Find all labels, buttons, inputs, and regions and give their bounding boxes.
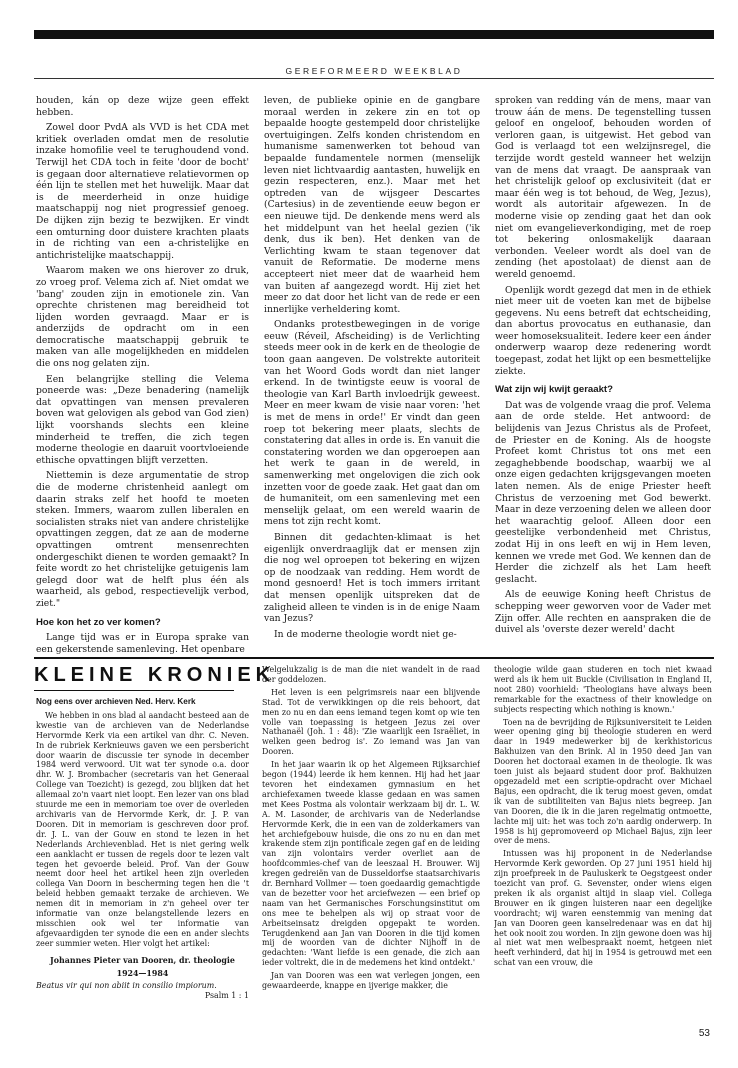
paragraph: Jan van Dooren was een wat verlegen jongen, een gewaardeerde, knappe en ijverige makker, die [262,971,480,991]
paragraph: Binnen dit gedachten-klimaat is het eigenlijk onverdraaglijk dat er mensen zijn die nog wel oproepen tot bekering en wijzen op de noodzaak van redding. Hem wordt de mond gesnoerd! Het is toch immers irritant dat mensen openlijk uitspreken dat de zaligheid alleen te vinden is in de enige Naam van Jezus? [264,531,480,625]
paragraph: We hebben in ons blad al aandacht besteed aan de kwestie van de archieven van de Nederlandse Hervormde Kerk via een artikel van dhr. C. Neven. In de rubriek Kerknieuws gaven we een persbericht door waarin de discussie ter synode in december 1984 werd verwoord. Uit wat ter synode o.a. door dhr. W. J. Brombacher (secretaris van het Generaal College van Toezicht) is gezegd, zou blijken dat het allemaal zo'n vaart niet loopt. Een lezer van ons blad stuurde me een in memoriam toe over de overleden archivaris van de Hervormde Kerk, dr. J. P. van Dooren. Dit in memoriam is geschreven door prof. dr. J. L. van der Gouw en stond te lezen in het Nederlands Archievenblad. Het is niet gering welk een aanklacht er tussen de regels door te lezen valt tegen het gevoerde beleid. Prof. Van der Gouw neemt door heel het artikel heen zijn overleden collega Van Doorn in bescherming tegen hen die 't beleid hebben gemaakt terzake de archieven. We nemen dit in memoriam in z'n geheel over ter informatie van onze belangstellende lezers en misschien ook wel ter informatie van afgevaardigden ter synode die een en ander slechts zeer summier weten. Hier volgt het artikel: [36,710,249,948]
paragraph: Als de eeuwige Koning heeft Christus de schepping weer geworven voor de Vader met Zijn offer. Alle rechten en aanspraken die de duivel als 'overste dezer wereld' dacht [495,589,711,636]
paragraph: Het leven is een pelgrimsreis naar een blijvende Stad. Tot de verwikkingen op die reis behoort, dat men zo nu en dan eens iemand tegen komt op wie ten volle van toepassing is hetgeen Jezus zei over Nathanaël (Joh. 1 : 48): 'Zie waarlijk een Israëliet, in welken geen bedrog is'. Zo iemand was Jan van Dooren. [262,687,480,757]
kroniek-title-rule [34,690,234,691]
paragraph: In de moderne theologie wordt niet ge- [274,628,457,640]
paragraph: Een belangrijke stelling die Velema poneerde was: „Deze benadering (namelijk dat opvattingen van mensen prevaleren boven wat gelovigen als gebod van God zien) lijkt voorshands slechts een kleine minderheid te treffen, die zich tegen moderne theologie en daaruit voortvloeiende ethische opvattingen blijft verzetten. [36,373,249,466]
paragraph: Ondanks protestbewegingen in de vorige eeuw (Réveil, Afscheiding) is de Verlichting steeds meer ook in de kerk en de theologie de toon gaan aangeven. De volstrekte autoriteit van het Woord Gods wordt dan niet langer erkend. In de twintigste eeuw is vooral de theologie van Karl Barth invloedrijk geweest. Meer en meer kwam de visie naar voren: 'het is met de mens in orde!' Er vindt dan geen roep tot bekering meer plaats, slechts de constatering dat alles in orde is. En vanuit die constatering worden we dan opgeroepen aan het werk te gaan in de wereld, in samenwerking met ongelovigen die zich ook inzetten voor de goede zaak. Het gaat dan om de humaniteit, om een samenleving met een menselijk gelaat, om een wereld waarin de mens tot zijn recht komt. [264,319,480,528]
paragraph: Dat was de volgende vraag die prof. Velema aan de orde stelde. Het antwoord: de belijdenis van Jezus Christus als de Profeet, de Priester en de Koning. Als de hoogste Profeet komt Christus tot ons met een zegaghebbende boodschap, waarbij we al onze eigen gedachten krijgsgevangen moeten laten nemen. Als de enige Priester heeft Christus de verzoening met God bewerkt. Maar in deze verzoening delen we alleen door het waarachtig geloof. Alleen door een geestelijke verbondenheid met Christus, zodat Hij in ons leeft en wij in Hem leven, kennen we vrede met God. We kennen dan de Herder die zichzelf als het Lam heeft geslacht. [495,399,711,585]
paragraph: In het jaar waarin ik op het Algemeen Rijksarchief begon (1944) leerde ik hem kennen. Hij had het jaar tevoren het eindexamen gymnasium en het archiefexamen tweede klasse gedaan en was samen met Kees Postma als volontair werkzaam bij dr. L. W. A. M. Lasonder, de archivaris van de Nederlandse Hervormde Kerk, die in een van de zolderkamers van het archiefgebouw huisde, die ons zo nu en dan met krakende stem zijn pontificale zegen gaf en de leiding van zijn volontairs verder overliet aan de hoofdcommies-chef van de leeszaal H. Brouwer. Wij kregen gedreiën van de Dusseldorfse staatsarchivaris dr. Bernhard Vollmer — toen goedaardig gemachtigde van de bezetter voor het arciefwezen — een brief op naam van het Germanisches Forschungsinstitut om ons mee te behelpen als wij op straat voor de Arbeitseinsatz dreigden opgepakt te worden. Terugdenkend aan Jan van Dooren in die tijd komen mij de woorden van de dichter Nijhoff in de gedachten: 'Want liefde is een genade, die zich aan ieder voltrekt, die in de medemens het kind ontdekt.' [262,760,480,968]
top-black-bar [34,30,714,39]
paragraph: theologie wilde gaan studeren en toch niet kwaad werd als ik hem uit Buckle (Civilisation in England II, noot 280) voorhield: 'Theologians have always been remarkable for the exactness of their knowledge on subjects respecting which nothing is known.' [494,665,712,714]
header-rule [34,78,714,79]
latin-motto: Beatus vir qui non abiit in consilio impiorum. [36,981,217,991]
paragraph: Waarom maken we ons hierover zo druk, zo vroeg prof. Velema zich af. Niet omdat we 'bang' zouden zijn in emotionele zin. Van oprechte christenen mag bereidheid tot lijden worden gevraagd. Maar er is anderzijds de opdracht om in een democratische maatschappij gebruik te maken van alle mogelijkheden en middelen die ons nog gelaten zijn. [36,265,249,370]
article-column-2 [264,95,480,655]
psalm-reference: Psalm 1 : 1 [204,991,249,1001]
kroniek-column-1 [36,697,249,1027]
kroniek-column-2 [262,665,480,1027]
paragraph: Welgelukzalig is de man die niet wandelt in de raad der goddelozen. [262,665,480,684]
section-separator [34,657,714,659]
obituary-name: Johannes Pieter van Dooren, dr. theologie [50,955,235,965]
paragraph: Intussen was hij proponent in de Nederlandse Hervormde Kerk geworden. Op 27 juni 1951 hield hij zijn proefpreek in de Pauluskerk te Oegstgeest onder toezicht van prof. G. Sevenster, onder wiens eigen preken ik als organist altijd in slaap viel. Collega Brouwer en ik gingen luisteren naar een degelijke voordracht; wij waren eenstemmig van mening dat Jan van Dooren geen kanselredenaar was en dat hij het ook nooit zou worden. In zijn gewone doen was hij al niet wat men welbespraakt noemt, hetgeen niet heeft verhinderd, dat hij in 1954 is getrouwd met een schat van een vrouw, die [494,849,712,968]
kroniek-column-3 [494,665,712,1027]
paragraph: houden, kán op deze wijze geen effekt hebben. [36,95,249,118]
obituary-years: 1924—1984 [116,968,169,978]
paragraph: Toen na de bevrijding de Rijksuniversiteit te Leiden weer opening ging bij theologie studeren en werd daar in 1949 medewerker bij de kerkhistoricus Bakhuizen van den Brink. Al in 1950 deed Jan van Dooren het doctoraal examen in de theologie. Ik was toen juist als bejaard student door prof. Bakhuizen opgezadeld met een scriptie-opdracht over Michael Bajus, een opdracht, die ik terug moest geven, omdat ik van de subtiliteiten van Bajus niets begreep. Jan van Dooren, die ik in die jaren regelmatig ontmoette, lachte mij uit: het was toch zo'n aardig onderwerp. In 1958 is hij gepromoveerd op Michael Bajus, zijn leer over de mens. [494,717,712,846]
page-number: 53 [698,1028,710,1039]
paragraph: sproken van redding ván de mens, maar van trouw áán de mens. De tegenstelling tussen geloof en ongeloof, behouden worden of verloren gaan, is uitgewist. Het gebod van God is verlaagd tot een welzijnsregel, die terzijde wordt gesteld wanneer het welzijn van de mens dat vraagt. De aanspraak van het christelijk geloof op exclusiviteit (dat er maar één weg is tot behoud, de Weg, Jezus), wordt als autoritair afgewezen. In de moderne visie op zending gaat het dan ook niet om evangelieverkondiging, met de roep tot bekering onlosmakelijk daaraan verbonden. Veeleer wordt als doel van de zending (het apostolaat) de dienst aan de wereld genoemd. [495,95,711,280]
article-column-3 [495,95,711,655]
paragraph: leven, de publieke opinie en de gangbare moraal werden in zekere zin en tot op bepaalde hoogte gestempeld door christelijke overtuigingen. Zelfs konden christendom en humanisme samenwerken tot behoud van bepaalde fundamentele normen (menselijk leven niet lichtvaardig aantasten, huwelijk en gezin respecteren, enz.). Maar met het optreden van de wijsgeer Descartes (Cartesius) in de zeventiende eeuw begon er een nieuwe tijd. De denkende mens werd als het middelpunt van het heelal gezien ('ik denk, dus ik ben). Het denken van de Verlichting kwam te staan tegenover dat vanuit de Reformatie. De moderne mens accepteert niet meer dat de waarheid hem van buiten af aangezegd wordt. Hij ziet het meer zo dat door het licht van de rede er een innerlijke verheldering komt. [264,95,480,315]
paragraph: Lange tijd was er in Europa sprake van een gekerstende samenleving. Het openbare [36,632,249,655]
paragraph: Niettemin is deze argumentatie de strop die de moderne christenheid aanlegt om daarin straks zelf het hoofd te moeten steken. Immers, waarom zullen liberalen en socialisten straks niet van andere christelijke opvattingen zeggen, dat ze aan de moderne opvattingen omtrent mensenrechten ondergeschikt dienen te worden gemaakt? In feite wordt zo het christelijke getuigenis lam gelegd door wat de helft plus één als waarheid, als gebod, respectievelijk verbod, ziet." [36,470,249,609]
section-heading: Wat zijn wij kwijt geraakt? [495,384,613,396]
kroniek-title: KLEINE KRONIEK [34,664,276,686]
paragraph: Openlijk wordt gezegd dat men in de ethiek niet meer uit de voeten kan met de bijbelse gegevens. Nu eens betreft dat echtscheiding, dan abortus provocatus en euthanasie, dan weer homoseksualiteit. Iedere keer een ánder onderwerp waarop deze redenering wordt toegepast, zodat het lijkt op een besmettelijke ziekte. [495,284,711,377]
kroniek-subheading: Nog eens over archieven Ned. Herv. Kerk [36,697,196,706]
section-heading: Hoe kon het zo ver komen? [36,616,161,628]
paragraph: Zowel door PvdA als VVD is het CDA met kritiek overladen omdat men de resolutie inzake homofilie veel te terughoudend vond. Terwijl het CDA toch in feite 'door de bocht' is gegaan door alternatieve relatievormen op één lijn te stellen met het huwelijk. Maar dat is de meerderheid in onze huidige maatschappij nog niet progressief genoeg. De dijken zijn bezig te bezwijken. Er vindt een omturning door duistere krachten plaats in de richting van een a-christelijke en antichristelijke maatschappij. [36,122,249,261]
running-header: GEREFORMEERD WEEKBLAD [285,66,463,76]
article-column-1 [36,95,249,655]
